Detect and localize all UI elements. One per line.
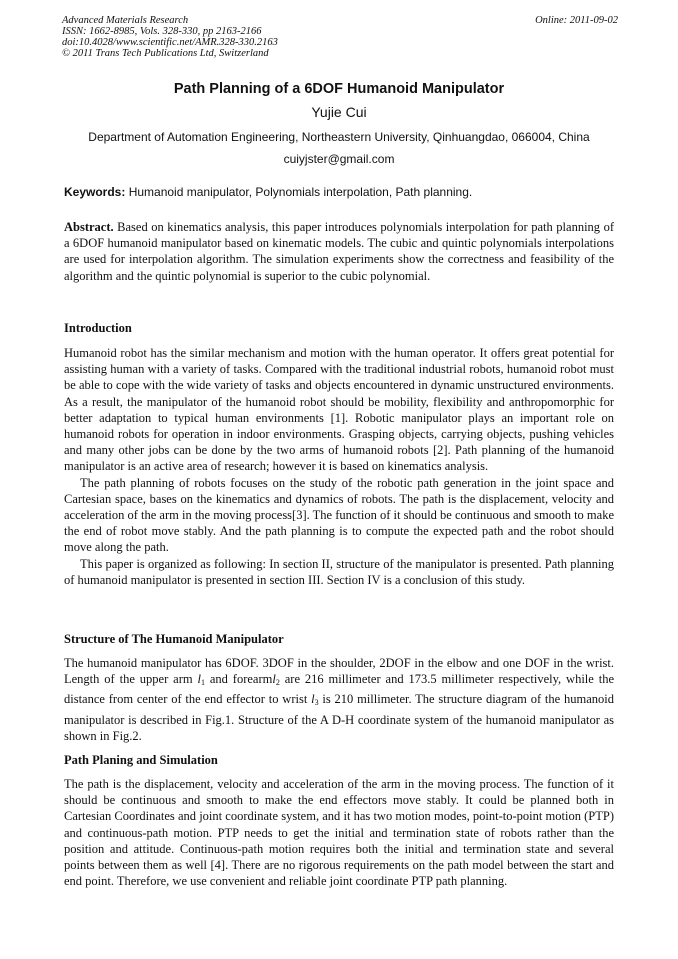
abstract (64, 219, 614, 284)
doi-line: doi:10.4028/www.scientific.net/AMR.328-330.2163 (62, 37, 278, 48)
issn-line: ISSN: 1662-8985, Vols. 328-330, pp 2163-2166 (62, 26, 262, 37)
path-planing-body (64, 776, 614, 889)
section-heading-introduction: Introduction (64, 321, 132, 335)
intro-paragraph-2: The path planning of robots focuses on the study of the robotic path generation in the joint space and Cartesian space, bases on the kinematics and dynamics of robots. The path is the displacement, velocity and acceleration of the arm in the moving process[3]. The function of it should be continuous and smooth to make the end of robot move stably. And the path planning is to compute the expected path and the robot should move along the path. (64, 475, 614, 555)
abstract-text: Based on kinematics analysis, this paper introduces polynomials interpolation for path planning of a 6DOF humanoid manipulator based on kinematic models. The cubic and quintic polynomials interpolations are used for interpolation algorithm. The simulation experiments show the correctness and feasibility of the algorithm and the quintic polynomial is superior to the cubic polynomial. (64, 220, 614, 283)
keywords-text: Humanoid manipulator, Polynomials interpolation, Path planning. (125, 185, 473, 199)
copyright-line: © 2011 Trans Tech Publications Ltd, Switzerland (62, 48, 269, 59)
keywords-label: Keywords: (64, 185, 126, 199)
paper-title: Path Planning of a 6DOF Humanoid Manipulator (173, 81, 505, 97)
journal-header (62, 15, 618, 59)
author-name: Yujie Cui (311, 104, 367, 120)
keywords (64, 185, 616, 199)
section-heading-structure: Structure of The Humanoid Manipulator (64, 632, 284, 646)
intro-paragraph-3: This paper is organized as following: In section II, structure of the manipulator is presented. Path planning of humanoid manipulator is presented in section III. Section IV is a conclusion of this study. (64, 556, 614, 587)
path-paragraph-1: The path is the displacement, velocity and acceleration of the arm in the moving process. The function of it should be continuous and smooth to make the end effectors move stably. It could be planned both in Cartesian Coordinates and joint coordinate system, and it has two motion modes, point-to-point motion (PTP) and continuous-path motion. PTP needs to get the initial and termination state of robots rather than the position and attitude. Continuous-path motion requires both the initial and termination state and several points between them as well [4]. There are no rigorous requirements on the path model between the start and end point. Therefore, we use convenient and reliable joint coordinate PTP path planning. (64, 777, 614, 889)
author-email: cuiyjster@gmail.com (283, 152, 395, 166)
affiliation: Department of Automation Engineering, Northeastern University, Qinhuangdao, 066004, China (88, 130, 590, 144)
introduction-body (64, 345, 614, 588)
journal-name: Advanced Materials Research (62, 15, 189, 26)
section-heading-path-planing: Path Planing and Simulation (64, 753, 218, 767)
structure-body (64, 655, 614, 744)
intro-paragraph-1: Humanoid robot has the similar mechanism and motion with the human operator. It offers great potential for assisting human with a variety of tasks. Compared with the traditional industrial robots, humanoid robot must be able to cope with the wide variety of tasks and objects encountered in dynamic unstructured environments. As a result, the manipulator of the humanoid robot should be mobility, flexibility and anthropomorphic for better adaptation to typical human environments [1]. Robotic manipulator plays an important role on humanoid robots for operation in indoor environments. Grasping objects, carrying objects, pushing vehicles and many other jobs can be done by the two arms of humanoid robots [2]. Path planning of the humanoid manipulator is an active area of research; however it is based on kinematics analysis. (64, 346, 614, 474)
online-date: Online: 2011-09-02 (535, 15, 618, 26)
structure-paragraph: The humanoid manipulator has 6DOF. 3DOF in the shoulder, 2DOF in the elbow and one DOF in the wrist. Length of the upper arm $l_1$ and forearml$_2$ are 216 millimeter and 173.5 millimeter respectively, while the distance from center of the end effector to wrist $l_3$ is 210 millimeter. The structure diagram of the humanoid manipulator is described in Fig.1. Structure of the A D-H coordinate system of the humanoid manipulator as shown in Fig.2. (64, 656, 614, 743)
abstract-label: Abstract. (64, 220, 114, 234)
